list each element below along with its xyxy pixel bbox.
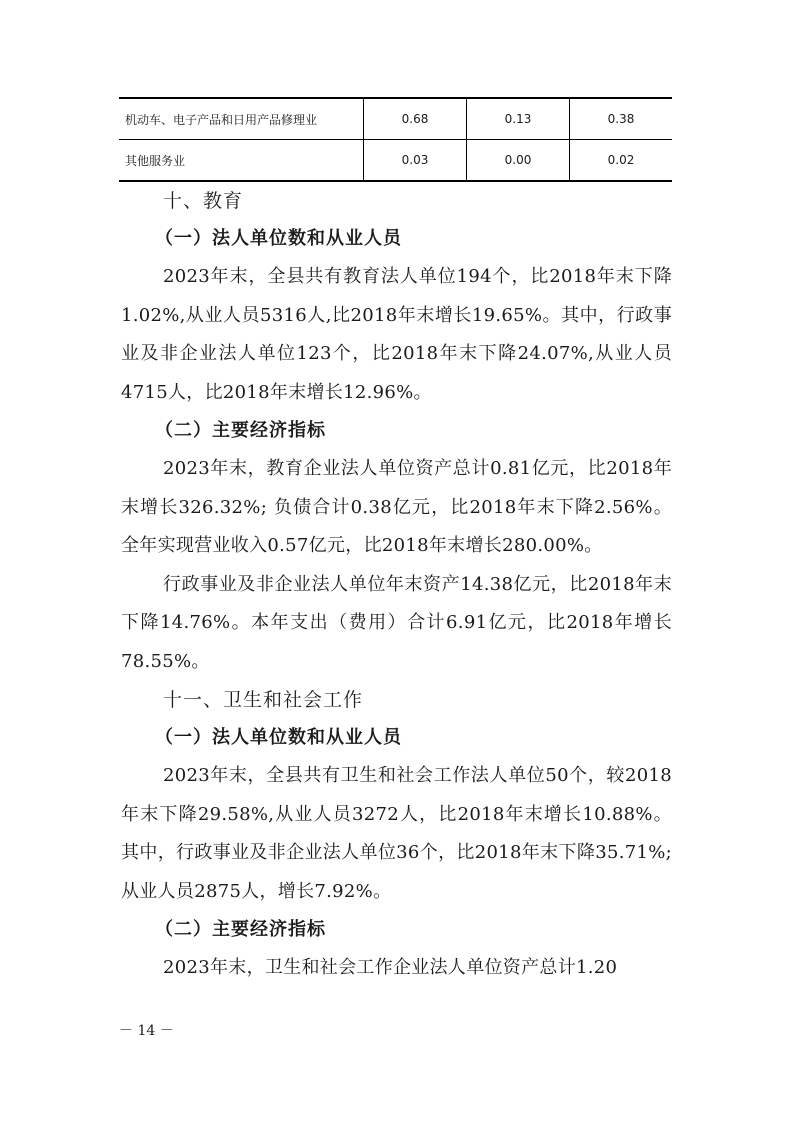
- table-cell-value: 0.02: [570, 140, 673, 182]
- industry-data-table: [119, 97, 672, 182]
- section-heading-health: 十一、卫生和社会工作: [163, 689, 364, 711]
- subsection-heading-units: （一）法人单位数和从业人员: [155, 727, 402, 748]
- table-cell-value: 0.38: [570, 98, 673, 140]
- table-cell-value: 0.13: [467, 98, 570, 140]
- table-cell-value: 0.00: [467, 140, 570, 182]
- section-heading-education: 十、教育: [163, 190, 244, 212]
- table-cell-value: 0.68: [364, 98, 467, 140]
- table-cell-industry: 机动车、电子产品和日用产品修理业: [119, 98, 364, 140]
- table-cell-industry: 其他服务业: [119, 140, 364, 182]
- table-row: [119, 98, 672, 140]
- paragraph: 行政事业及非企业法人单位年末资产14.38亿元，比2018年末下降14.76%。本年支出（费用）合计6.91亿元，比2018年增长78.55%。: [121, 573, 672, 672]
- subsection-heading-units: （一）法人单位数和从业人员: [155, 228, 402, 249]
- paragraph: 2023年末，教育企业法人单位资产总计0.81亿元，比2018年末增长326.32%; 负债合计0.38亿元，比2018年末下降2.56%。全年实现营业收入0.57亿元，比2018年末增长280.00%。: [121, 458, 672, 556]
- paragraph: 2023年末，全县共有卫生和社会工作法人单位50个，较2018年末下降29.58%,从业人员3272人，比2018年末增长10.88%。其中，行政事业及非企业法人单位36个，比2018年末下降35.71%; 从业人员2875人，增长7.92%。: [121, 765, 672, 902]
- document-body: [121, 182, 672, 988]
- paragraph: 2023年末，卫生和社会工作企业法人单位资产总计1.20: [163, 957, 618, 978]
- subsection-heading-indicators: （二）主要经济指标: [155, 919, 326, 940]
- table-cell-value: 0.03: [364, 140, 467, 182]
- page-number: － 14 －: [119, 1023, 174, 1039]
- subsection-heading-indicators: （二）主要经济指标: [155, 420, 326, 441]
- table-row: [119, 140, 672, 182]
- paragraph: 2023年末，全县共有教育法人单位194个，比2018年末下降1.02%,从业人员5316人,比2018年末增长19.65%。其中，行政事业及非企业法人单位123个，比2018年末下降24.07%,从业人员4715人，比2018年末增长12.96%。: [121, 266, 672, 403]
